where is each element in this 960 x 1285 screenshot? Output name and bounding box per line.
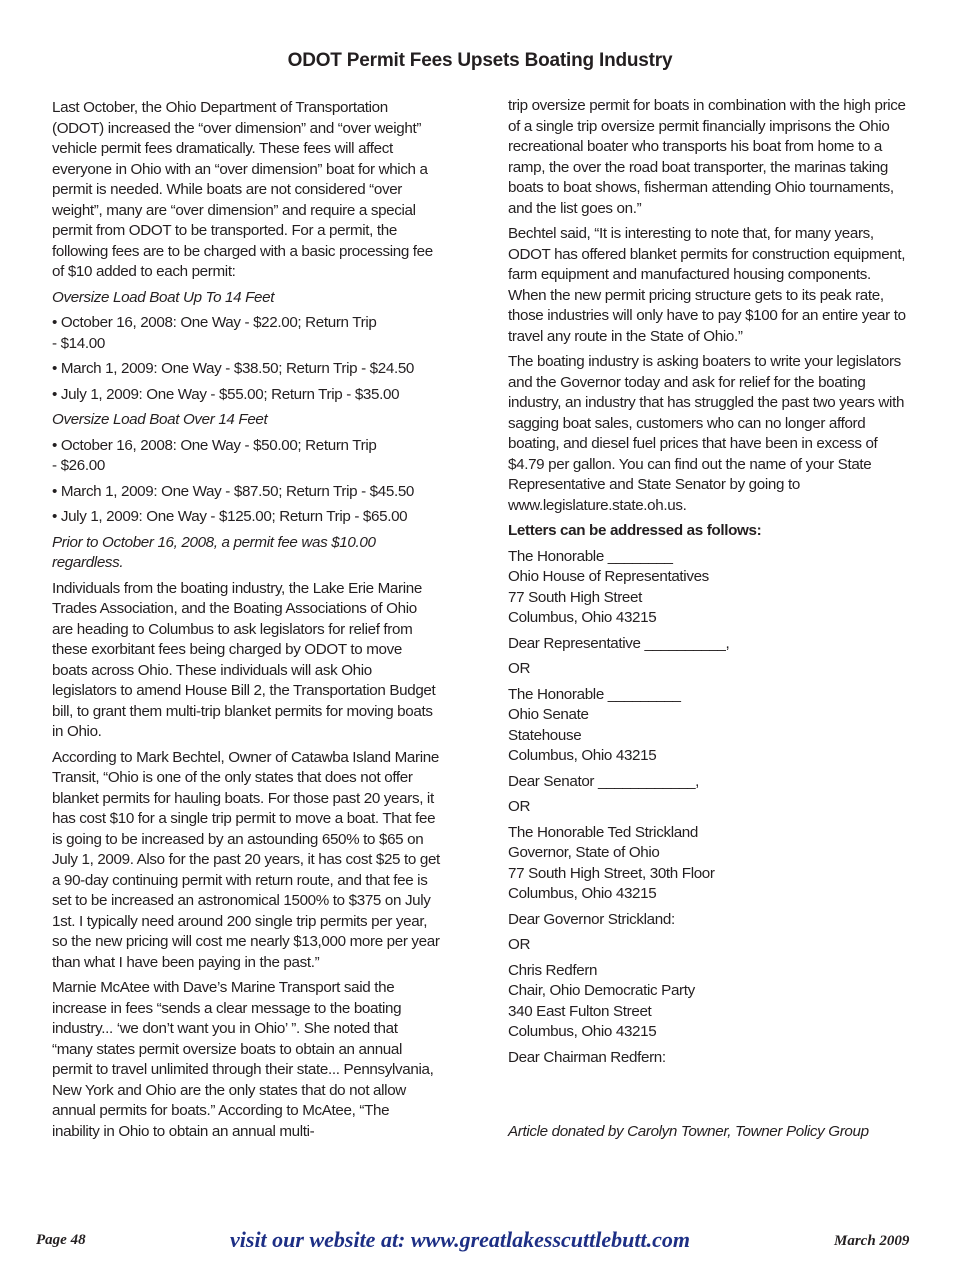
fee-item: • October 16, 2008: One Way - $22.00; Return Trip - $14.00 [52, 314, 377, 352]
fee-item: • March 1, 2009: One Way - $87.50; Return Trip - $45.50 [52, 482, 415, 500]
fee-item: • March 1, 2009: One Way - $38.50; Return Trip - $24.50 [52, 360, 415, 377]
fee-item: • July 1, 2009: One Way - $125.00; Return Trip - $65.00 [52, 508, 408, 525]
or-separator: OR [508, 798, 531, 815]
industry-paragraph: Individuals from the boating industry, the Lake Erie Marine Trades Association, and the Boating Associations of Ohio are heading to Columbus to ask legislators for relief from these exorbitant fees being charged by ODOT to move boats across Ohio. These individuals will ask Ohio legislators to amend House Bill 2, the Transportation Budget bill, to grant them multi-trip blanket permits for moving boats in Ohio. [52, 579, 436, 740]
left-column [52, 98, 440, 1147]
website-link[interactable]: visit our website at: www.greatlakesscuttlebutt.com [230, 1227, 690, 1252]
address-governor: The Honorable Ted Strickland Governor, State of Ohio 77 South High Street, 30th Floor Columbus, Ohio 43215 [508, 823, 715, 902]
intro-paragraph: Last October, the Ohio Department of Transportation (ODOT) increased the “over dimension” and “over weight” vehicle permit fees dramatically. These fees will affect everyone in Ohio with an “over dimension” boat for which a permit is needed. While boats are not considered “over weight”, many are “over dimension” and require a special permit from ODOT to be transported. For a permit, the following fees are to be charged with a basic processing fee of $10 added to each permit: [52, 99, 433, 280]
bechtel-paragraph: According to Mark Bechtel, Owner of Catawba Island Marine Transit, “Ohio is one of the only states that does not offer blanket permits for hauling boats. For those past 20 years, it has cost $10 for a single trip permit to move a boat. That fee is going to be increased by an astounding 650% to $65 on July 1, 2009. Also for the past 20 years, it has cost $25 to get a 90-day continuing permit with return route, and that fee is set to be increased an astronomical 1500% to $375 on July 1st. I typically need around 200 single trip permits per year, so the new pricing will cost me nearly $13,000 more per year than what I have been paying in the past.” [52, 748, 440, 971]
salutation-chair: Dear Chairman Redfern: [508, 1048, 666, 1066]
right-column [508, 96, 908, 1073]
or-separator: OR [508, 660, 531, 677]
address-party-chair: Chris Redfern Chair, Ohio Democratic Party 340 East Fulton Street Columbus, Ohio 43215 [508, 961, 695, 1040]
bechtel-blanket-paragraph: Bechtel said, “It is interesting to note that, for many years, ODOT has offered blanket permits for construction equipment, farm equipment and manufactured housing components. When the new permit pricing structure gets to its peak rate, those industries will only have to pay $100 for an entire year to travel any route in the State of Ohio.” [508, 225, 906, 345]
issue-date: March 2009 [834, 1233, 910, 1249]
page-number: Page 48 [36, 1232, 86, 1248]
salutation-governor: Dear Governor Strickland: [508, 910, 675, 928]
over-14-heading: Oversize Load Boat Over 14 Feet [52, 411, 268, 428]
prior-fee-note: Prior to October 16, 2008, a permit fee was $10.00 regardless. [52, 533, 376, 571]
letters-heading: Letters can be addressed as follows: [508, 522, 762, 539]
under-14-heading: Oversize Load Boat Up To 14 Feet [52, 288, 275, 306]
article-credit: Article donated by Carolyn Towner, Towner Policy Group [508, 1123, 869, 1140]
salutation-senator: Dear Senator ____________, [508, 772, 700, 790]
mcatee-paragraph: Marnie McAtee with Dave’s Marine Transport said the increase in fees “sends a clear message to the boating industry... ‘we don’t want you in Ohio’ ”. She noted that “many states permit oversize boats to obtain an annual permit to travel unlimited through their state... Pennsylvania, New York and Ohio are the only states that do not allow annual permits for boats.” According to McAtee, “The inability in Ohio to obtain an annual multi- [52, 979, 434, 1140]
fee-item: • October 16, 2008: One Way - $50.00; Return Trip - $26.00 [52, 436, 377, 474]
mcatee-continued-paragraph: trip oversize permit for boats in combination with the high price of a single trip oversize permit financially imprisons the Ohio recreational boater who transports his boat from home to a ramp, the over the road boat transporter, the marinas taking boats to boat shows, fisherman attending Ohio tournaments, and the list goes on.” [508, 97, 906, 217]
article-title: ODOT Permit Fees Upsets Boating Industry [287, 50, 673, 71]
address-representative: The Honorable ________ Ohio House of Representatives 77 South High Street Columbus, Ohio 43215 [508, 547, 709, 626]
call-to-action-paragraph: The boating industry is asking boaters to write your legislators and the Governor today and ask for relief for the boating industry, an industry that has struggled the past two years with sagging boat sales, customers who can no longer afford boating, and diesel fuel prices that have been in excess of $4.79 per gallon. You can find out the name of your State Representative and State Senator by going to www.legislature.state.oh.us. [508, 353, 905, 514]
address-senate: The Honorable _________ Ohio Senate Statehouse Columbus, Ohio 43215 [508, 685, 681, 764]
or-separator: OR [508, 936, 531, 953]
salutation-representative: Dear Representative __________, [508, 634, 730, 652]
fee-item: • July 1, 2009: One Way - $55.00; Return Trip - $35.00 [52, 385, 400, 403]
